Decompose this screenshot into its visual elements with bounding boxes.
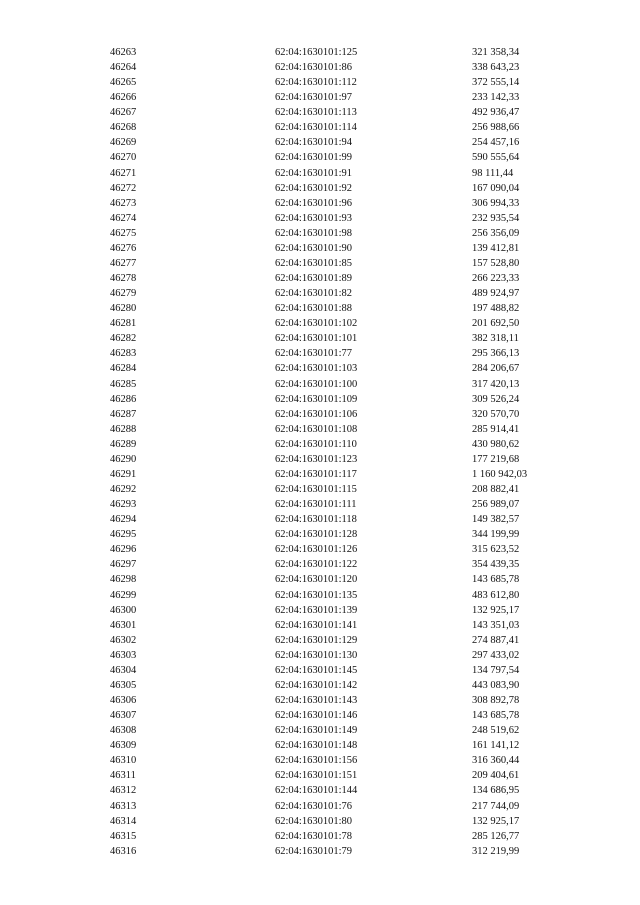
row-number: 46314 <box>110 815 137 827</box>
amount-value: 143 685,78 <box>472 574 520 586</box>
amount-value: 354 439,35 <box>472 559 520 571</box>
cadastral-number: 62:04:1630101:111 <box>275 499 357 511</box>
table-row <box>0 572 640 587</box>
row-number: 46274 <box>110 212 137 224</box>
row-number: 46313 <box>110 800 137 812</box>
amount-value: 254 457,16 <box>472 137 520 149</box>
cadastral-number: 62:04:1630101:123 <box>275 453 358 465</box>
amount-value: 284 206,67 <box>472 363 520 375</box>
cadastral-number: 62:04:1630101:156 <box>275 755 358 767</box>
table-row <box>0 648 640 663</box>
row-number: 46277 <box>110 257 137 269</box>
amount-value: 161 141,12 <box>472 740 520 752</box>
amount-value: 285 914,41 <box>472 423 520 435</box>
table-row <box>0 467 640 482</box>
amount-value: 320 570,70 <box>472 408 520 420</box>
amount-value: 372 555,14 <box>472 77 520 89</box>
cadastral-number: 62:04:1630101:89 <box>275 273 353 285</box>
amount-value: 132 925,17 <box>472 815 520 827</box>
table-row <box>0 226 640 241</box>
row-number: 46303 <box>110 649 137 661</box>
table-row <box>0 286 640 301</box>
row-number: 46288 <box>110 423 137 435</box>
row-number: 46307 <box>110 710 137 722</box>
cadastral-number: 62:04:1630101:128 <box>275 529 358 541</box>
row-number: 46270 <box>110 152 137 164</box>
table-row <box>0 271 640 286</box>
table-row <box>0 135 640 150</box>
cadastral-number: 62:04:1630101:77 <box>275 348 353 360</box>
amount-value: 492 936,47 <box>472 107 520 119</box>
amount-value: 256 356,09 <box>472 227 520 239</box>
cadastral-number: 62:04:1630101:86 <box>275 62 353 74</box>
cadastral-number: 62:04:1630101:146 <box>275 710 358 722</box>
amount-value: 266 223,33 <box>472 273 520 285</box>
cadastral-number: 62:04:1630101:96 <box>275 197 353 209</box>
row-number: 46282 <box>110 333 137 345</box>
table-row <box>0 60 640 75</box>
cadastral-number: 62:04:1630101:82 <box>275 288 353 300</box>
amount-value: 132 925,17 <box>472 604 520 616</box>
cadastral-number: 62:04:1630101:130 <box>275 649 358 661</box>
table-row <box>0 603 640 618</box>
cadastral-number: 62:04:1630101:80 <box>275 815 353 827</box>
cadastral-number: 62:04:1630101:118 <box>275 514 357 526</box>
row-number: 46294 <box>110 514 137 526</box>
table-row <box>0 316 640 331</box>
row-number: 46315 <box>110 830 137 842</box>
table-row <box>0 181 640 196</box>
table-row <box>0 392 640 407</box>
table-row <box>0 783 640 798</box>
table-row <box>0 75 640 90</box>
row-number: 46276 <box>110 242 137 254</box>
table-row <box>0 256 640 271</box>
amount-value: 306 994,33 <box>472 197 520 209</box>
amount-value: 208 882,41 <box>472 484 520 496</box>
cadastral-number: 62:04:1630101:114 <box>275 122 357 134</box>
row-number: 46289 <box>110 438 137 450</box>
cadastral-number: 62:04:1630101:129 <box>275 634 358 646</box>
amount-value: 312 219,99 <box>472 845 520 857</box>
row-number: 46264 <box>110 62 137 74</box>
row-number: 46295 <box>110 529 137 541</box>
table-row <box>0 346 640 361</box>
row-number: 46312 <box>110 785 137 797</box>
cadastral-number: 62:04:1630101:145 <box>275 664 358 676</box>
amount-value: 321 358,34 <box>472 47 520 58</box>
amount-value: 297 433,02 <box>472 649 520 661</box>
row-number: 46304 <box>110 664 137 676</box>
cadastral-number: 62:04:1630101:98 <box>275 227 353 239</box>
row-number: 46296 <box>110 544 137 556</box>
cadastral-number: 62:04:1630101:76 <box>275 800 353 812</box>
table-row <box>0 542 640 557</box>
cadastral-number: 62:04:1630101:99 <box>275 152 353 164</box>
amount-value: 157 528,80 <box>472 257 520 269</box>
cadastral-number: 62:04:1630101:120 <box>275 574 358 586</box>
cadastral-number: 62:04:1630101:122 <box>275 559 358 571</box>
cadastral-number: 62:04:1630101:97 <box>275 92 353 104</box>
row-number: 46300 <box>110 604 137 616</box>
amount-value: 248 519,62 <box>472 725 520 737</box>
cadastral-number: 62:04:1630101:90 <box>275 242 353 254</box>
row-number: 46292 <box>110 484 137 496</box>
row-number: 46285 <box>110 378 137 390</box>
cadastral-number: 62:04:1630101:135 <box>275 589 358 601</box>
amount-value: 134 797,54 <box>472 664 520 676</box>
amount-value: 197 488,82 <box>472 303 520 315</box>
table-row <box>0 105 640 120</box>
cadastral-number: 62:04:1630101:126 <box>275 544 358 556</box>
amount-value: 315 623,52 <box>472 544 520 556</box>
row-number: 46271 <box>110 167 137 179</box>
amount-value: 256 989,07 <box>472 499 520 511</box>
cadastral-number: 62:04:1630101:100 <box>275 378 358 390</box>
amount-value: 217 744,09 <box>472 800 520 812</box>
amount-value: 256 988,66 <box>472 122 520 134</box>
table-row <box>0 512 640 527</box>
cadastral-number: 62:04:1630101:108 <box>275 423 358 435</box>
row-number: 46265 <box>110 77 137 89</box>
table-row <box>0 361 640 376</box>
table-row <box>0 844 640 859</box>
table-row <box>0 166 640 181</box>
row-number: 46283 <box>110 348 137 360</box>
table-row <box>0 723 640 738</box>
row-number: 46298 <box>110 574 137 586</box>
amount-value: 344 199,99 <box>472 529 520 541</box>
amount-value: 295 366,13 <box>472 348 520 360</box>
cadastral-number: 62:04:1630101:102 <box>275 318 358 330</box>
row-number: 46268 <box>110 122 137 134</box>
amount-value: 274 887,41 <box>472 634 520 646</box>
table-row <box>0 693 640 708</box>
cadastral-number: 62:04:1630101:109 <box>275 393 358 405</box>
table-row <box>0 633 640 648</box>
table-row <box>0 407 640 422</box>
table-row <box>0 482 640 497</box>
row-number: 46263 <box>110 47 137 58</box>
row-number: 46267 <box>110 107 137 119</box>
cadastral-number: 62:04:1630101:115 <box>275 484 357 496</box>
table-row <box>0 753 640 768</box>
amount-value: 143 351,03 <box>472 619 520 631</box>
cadastral-number: 62:04:1630101:106 <box>275 408 358 420</box>
amount-value: 443 083,90 <box>472 679 520 691</box>
row-number: 46281 <box>110 318 137 330</box>
row-number: 46272 <box>110 182 137 194</box>
amount-value: 308 892,78 <box>472 695 520 706</box>
table-row <box>0 588 640 603</box>
table-row <box>0 90 640 105</box>
row-number: 46284 <box>110 363 137 375</box>
amount-value: 149 382,57 <box>472 514 520 526</box>
row-number: 46275 <box>110 227 137 239</box>
table-row <box>0 768 640 783</box>
row-number: 46316 <box>110 845 137 857</box>
amount-value: 285 126,77 <box>472 830 520 842</box>
table-row <box>0 738 640 753</box>
cadastral-number: 62:04:1630101:139 <box>275 604 358 616</box>
amount-value: 382 318,11 <box>472 333 519 345</box>
table-row <box>0 377 640 392</box>
amount-value: 232 935,54 <box>472 212 520 224</box>
cadastral-number: 62:04:1630101:143 <box>275 695 358 706</box>
amount-value: 430 980,62 <box>472 438 520 450</box>
row-number: 46311 <box>110 770 136 782</box>
table-row <box>0 196 640 211</box>
table-row <box>0 331 640 346</box>
row-number: 46279 <box>110 288 137 300</box>
row-number: 46306 <box>110 695 137 706</box>
row-number: 46273 <box>110 197 137 209</box>
amount-value: 139 412,81 <box>472 242 520 254</box>
cadastral-number: 62:04:1630101:79 <box>275 845 353 857</box>
row-number: 46293 <box>110 499 137 511</box>
cadastral-number: 62:04:1630101:117 <box>275 468 357 480</box>
amount-value: 233 142,33 <box>472 92 520 104</box>
amount-value: 1 160 942,03 <box>472 468 528 480</box>
cadastral-number: 62:04:1630101:88 <box>275 303 353 315</box>
row-number: 46301 <box>110 619 137 631</box>
cadastral-number: 62:04:1630101:110 <box>275 438 357 450</box>
row-number: 46280 <box>110 303 137 315</box>
table-row <box>0 678 640 693</box>
amount-value: 167 090,04 <box>472 182 520 194</box>
table-row <box>0 150 640 165</box>
cadastral-number: 62:04:1630101:141 <box>275 619 358 631</box>
table-row <box>0 241 640 256</box>
table-row <box>0 422 640 437</box>
table-row <box>0 301 640 316</box>
cadastral-number: 62:04:1630101:78 <box>275 830 353 842</box>
cadastral-number: 62:04:1630101:125 <box>275 47 358 58</box>
cadastral-number: 62:04:1630101:101 <box>275 333 358 345</box>
row-number: 46291 <box>110 468 137 480</box>
amount-value: 98 111,44 <box>472 167 514 179</box>
table-row <box>0 829 640 844</box>
row-number: 46290 <box>110 453 137 465</box>
row-number: 46305 <box>110 679 137 691</box>
cadastral-number: 62:04:1630101:148 <box>275 740 358 752</box>
table-row <box>0 618 640 633</box>
amount-value: 134 686,95 <box>472 785 520 797</box>
row-number: 46302 <box>110 634 137 646</box>
table-row <box>0 557 640 572</box>
cadastral-number: 62:04:1630101:151 <box>275 770 358 782</box>
row-number: 46266 <box>110 92 137 104</box>
amount-value: 177 219,68 <box>472 453 520 465</box>
table-row <box>0 799 640 814</box>
row-number: 46278 <box>110 273 137 285</box>
cadastral-number: 62:04:1630101:103 <box>275 363 358 375</box>
cadastral-number: 62:04:1630101:149 <box>275 725 358 737</box>
cadastral-number: 62:04:1630101:91 <box>275 167 353 179</box>
row-number: 46299 <box>110 589 137 601</box>
amount-value: 590 555,64 <box>472 152 520 164</box>
amount-value: 143 685,78 <box>472 710 520 722</box>
amount-value: 489 924,97 <box>472 288 520 300</box>
cadastral-number: 62:04:1630101:85 <box>275 257 353 269</box>
amount-value: 201 692,50 <box>472 318 520 330</box>
row-number: 46310 <box>110 755 137 767</box>
row-number: 46287 <box>110 408 137 420</box>
table-row <box>0 120 640 135</box>
table-row <box>0 708 640 723</box>
cadastral-number: 62:04:1630101:144 <box>275 785 358 797</box>
table-row <box>0 437 640 452</box>
cadastral-number: 62:04:1630101:93 <box>275 212 353 224</box>
cadastral-number: 62:04:1630101:94 <box>275 137 353 149</box>
cadastral-number: 62:04:1630101:92 <box>275 182 353 194</box>
table-row <box>0 663 640 678</box>
table-row <box>0 211 640 226</box>
amount-value: 309 526,24 <box>472 393 520 405</box>
row-number: 46269 <box>110 137 137 149</box>
row-number: 46297 <box>110 559 137 571</box>
amount-value: 316 360,44 <box>472 755 520 767</box>
amount-value: 483 612,80 <box>472 589 520 601</box>
amount-value: 209 404,61 <box>472 770 520 782</box>
row-number: 46286 <box>110 393 137 405</box>
table-row <box>0 45 640 60</box>
amount-value: 338 643,23 <box>472 62 520 74</box>
cadastral-number: 62:04:1630101:113 <box>275 107 357 119</box>
cadastral-number: 62:04:1630101:112 <box>275 77 357 89</box>
row-number: 46308 <box>110 725 137 737</box>
table-row <box>0 452 640 467</box>
table-row <box>0 527 640 542</box>
cadastral-number: 62:04:1630101:142 <box>275 679 358 691</box>
table-row <box>0 814 640 829</box>
row-number: 46309 <box>110 740 137 752</box>
table-row <box>0 497 640 512</box>
amount-value: 317 420,13 <box>472 378 520 390</box>
